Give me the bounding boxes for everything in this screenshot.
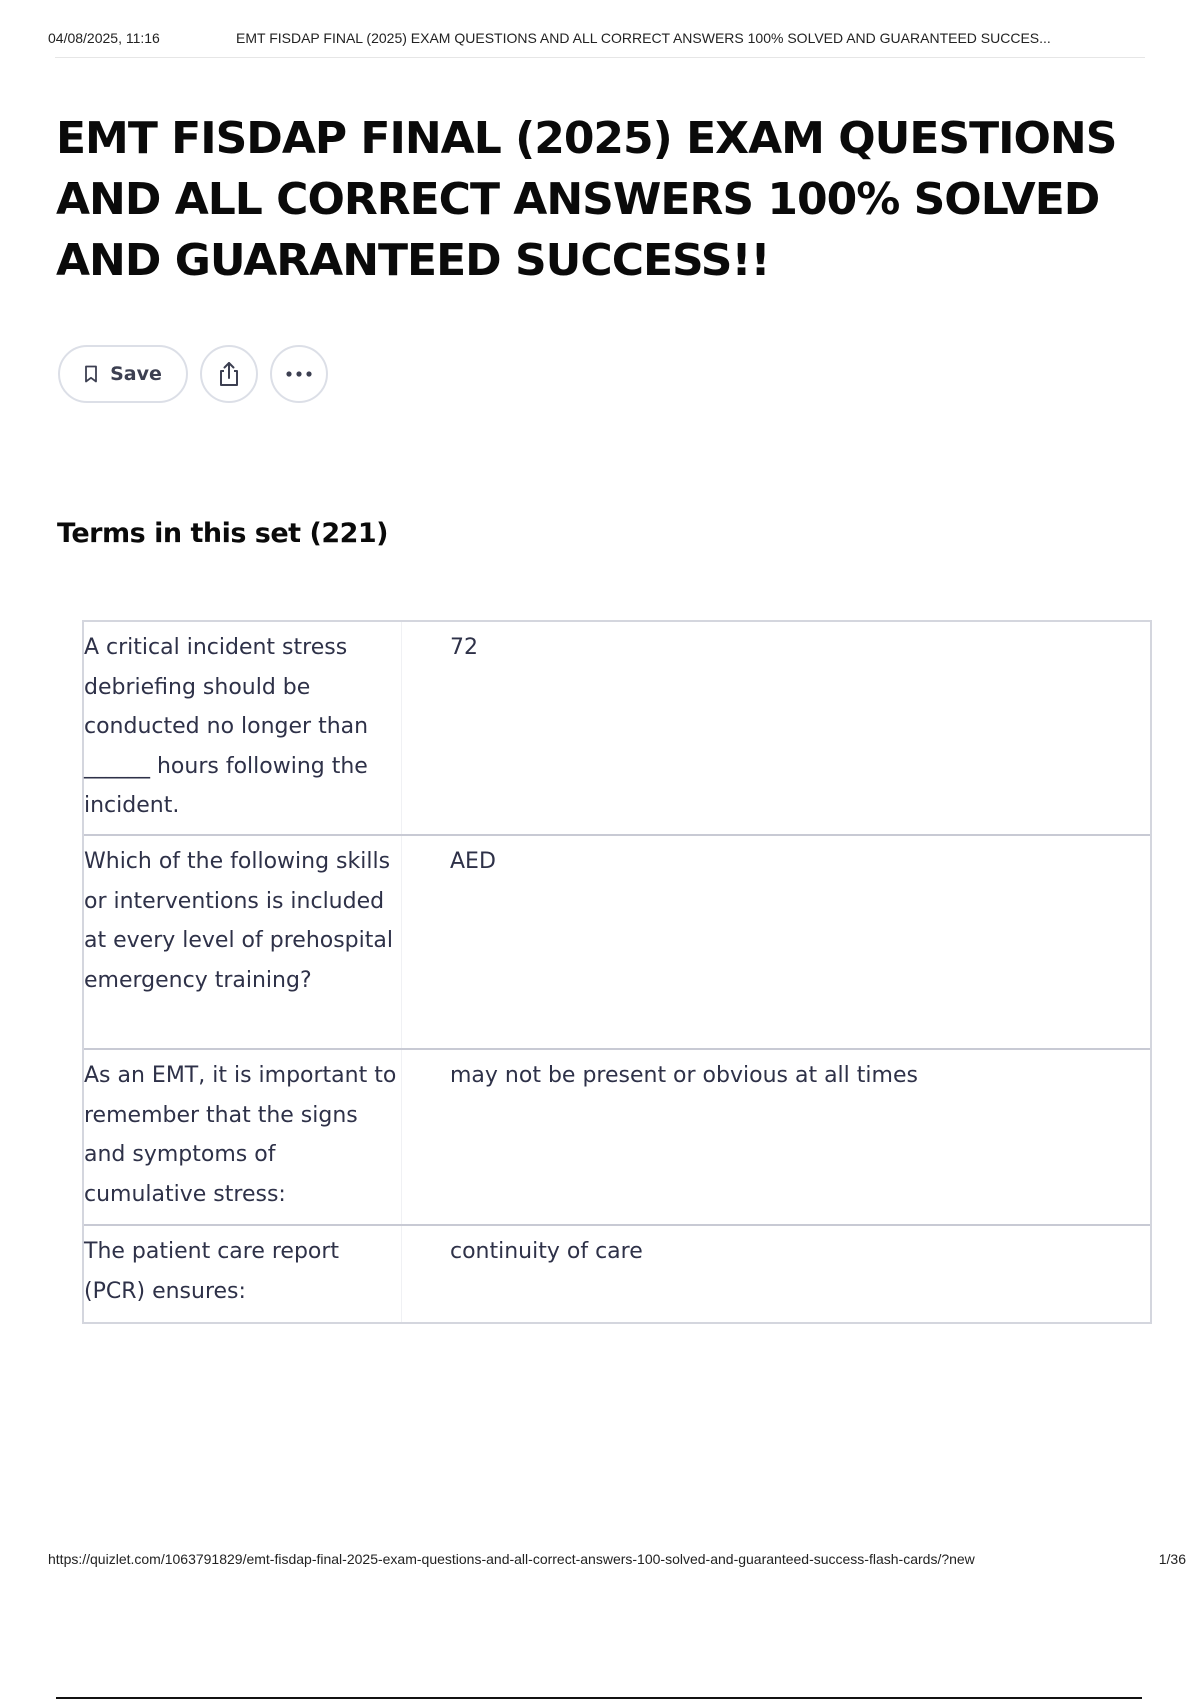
action-bar	[58, 344, 328, 404]
term-row	[84, 836, 1150, 1050]
save-button-label: Save	[110, 363, 162, 385]
term-text: A critical incident stress debriefing should be conducted no longer than ______ hours following the incident.	[84, 622, 402, 834]
definition-text: 72	[450, 635, 478, 660]
share-button[interactable]	[200, 345, 258, 403]
header-divider	[55, 57, 1145, 58]
bookmark-icon	[84, 365, 98, 383]
term-row	[84, 622, 1150, 836]
definition-text: may not be present or obvious at all times	[450, 1063, 918, 1088]
term-row	[84, 1050, 1150, 1226]
definition-text: continuity of care	[450, 1239, 643, 1264]
save-button[interactable]	[58, 345, 188, 403]
term-text: The patient care report (PCR) ensures:	[84, 1226, 402, 1322]
terms-table	[82, 620, 1152, 1324]
definition-text: AED	[450, 849, 496, 874]
more-options-button[interactable]	[270, 345, 328, 403]
term-row	[84, 1226, 1150, 1322]
bottom-divider	[56, 1697, 1142, 1699]
page-title: EMT FISDAP FINAL (2025) EXAM QUESTIONS AND ALL CORRECT ANSWERS 100% SOLVED AND GUARANTEED SUCCESS!!	[56, 113, 1117, 286]
print-header	[48, 30, 1176, 52]
share-icon	[216, 360, 242, 388]
print-doc-title: EMT FISDAP FINAL (2025) EXAM QUESTIONS AND ALL CORRECT ANSWERS 100% SOLVED AND GUARANTEED SUCCES...	[236, 30, 1051, 46]
page-number: 1/36	[1158, 1551, 1186, 1567]
print-datetime: 04/08/2025, 11:16	[48, 30, 160, 46]
term-text: Which of the following skills or interventions is included at every level of prehospital emergency training?	[84, 836, 402, 1048]
terms-heading: Terms in this set (221)	[57, 518, 389, 549]
more-horizontal-icon	[285, 370, 313, 378]
print-url: https://quizlet.com/1063791829/emt-fisdap-final-2025-exam-questions-and-all-correct-answers-100-solved-and-guaranteed-success-flash-cards/?new	[48, 1551, 975, 1567]
term-text: As an EMT, it is important to remember that the signs and symptoms of cumulative stress:	[84, 1050, 402, 1224]
